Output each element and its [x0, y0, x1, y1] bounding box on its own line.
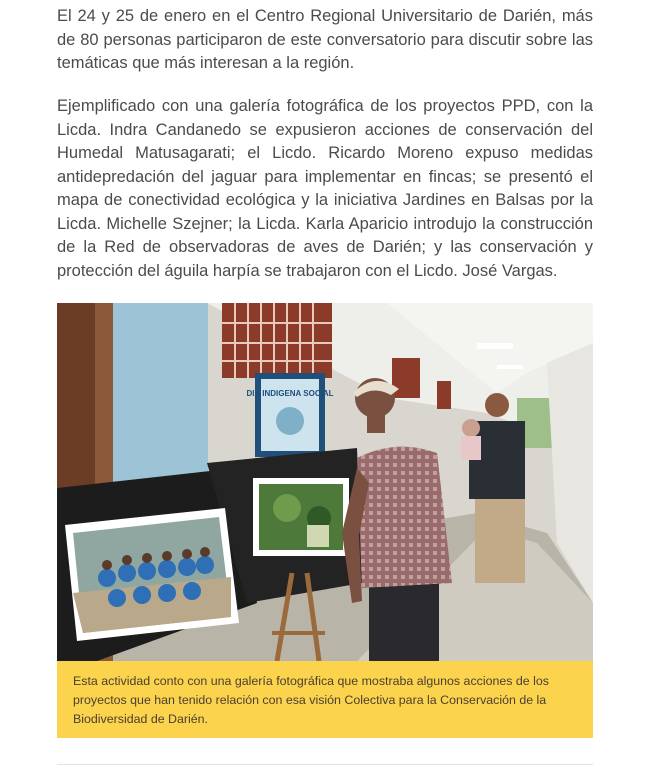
divider — [57, 764, 593, 765]
photo-caption: Esta actividad conto con una galería fotográfica que mostraba algunos acciones de los proyectos que han tenido relación con esa visión Colectiva para la Conservación de la Biodiversidad de Darién. — [57, 661, 593, 738]
article-paragraph-2: Ejemplificado con una galería fotográfica de los proyectos PPD, con la Licda. Indra Candanedo se expusieron acciones de conservación del Humedal Matusagarati; el Licdo. Ricardo Moreno expuso medidas antidepredación del jaguar para implementar en fincas; se presentó el mapa de conectividad ecológica y la iniciativa Jardines en Balsas por la Licda. Michelle Szejner; la Licda. Karla Aparicio introdujo la construcción de la Red de observadoras de aves de Darién; y las conservación y protección del águila harpía se trabajaron con el Licdo. José Vargas. — [57, 97, 593, 280]
printed-photo-group — [65, 508, 239, 641]
article-paragraph-1: El 24 y 25 de enero en el Centro Regional Universitario de Darién, más de 80 personas participaron de este conversatorio para discutir sobre las temáticas que más interesan a la región. — [57, 7, 593, 72]
wall-sign — [247, 373, 334, 457]
window-grille — [222, 303, 332, 378]
printed-photo-nature — [253, 478, 349, 556]
gallery-photo — [57, 303, 593, 661]
wall-sign-text: DIA INDIGENA SOCIAL — [246, 389, 334, 398]
